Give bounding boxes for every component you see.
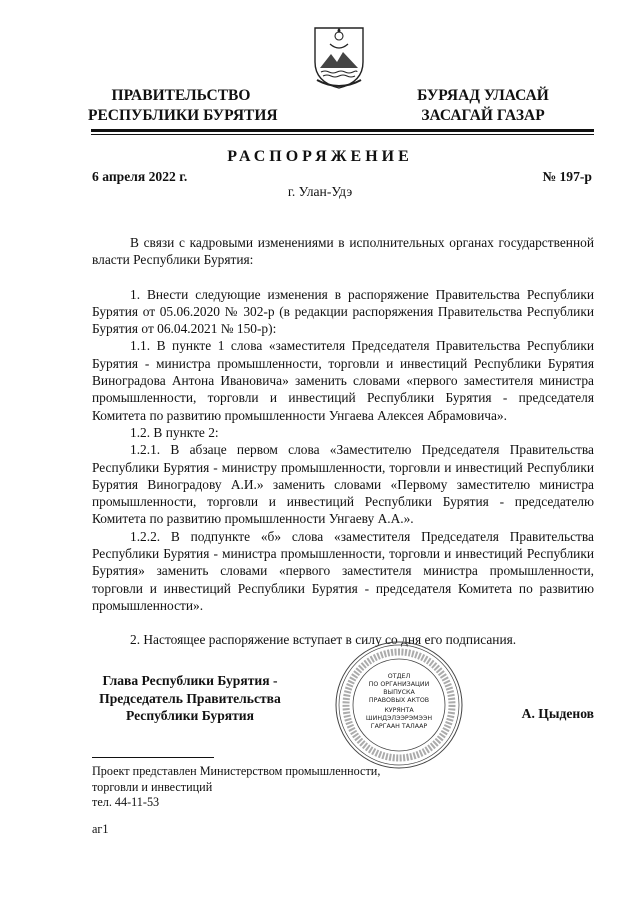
header-divider-thick <box>91 129 594 132</box>
footer-code: аг1 <box>92 822 109 836</box>
header-divider-thin <box>91 134 594 135</box>
signature-title-line3: Республики Бурятия <box>125 708 254 723</box>
header-right-line1: БУРЯАД УЛАСАЙ <box>417 87 549 104</box>
footer-line1: Проект представлен Министерством промышленности, <box>92 764 381 778</box>
paragraph-1: 1. Внести следующие изменения в распоряжение Правительства Республики Бурятия от 05.06.2020 № 302-р (в редакции распоряжения Правительства Республики Бурятия от 06.04.2021 № 150-р): <box>92 286 594 337</box>
document-city: г. Улан-Удэ <box>287 184 353 199</box>
footer-line2: торговли и инвестиций <box>92 779 213 794</box>
paragraph-2: 2. Настоящее распоряжение вступает в силу со дня его подписания. <box>130 632 517 648</box>
header-left-line1: ПРАВИТЕЛЬСТВО <box>111 87 251 104</box>
header-right-line2: ЗАСАГАЙ ГАЗАР <box>421 107 545 124</box>
signature-title-line1: Глава Республики Бурятия - <box>102 673 278 688</box>
official-seal <box>332 638 466 772</box>
seal-line5: КУРЯНТА <box>384 707 414 714</box>
signature-title <box>92 672 288 725</box>
document-number: № 197-р <box>542 169 592 184</box>
paragraph-1-2: 1.2. В пункте 2: <box>130 424 219 440</box>
header-left-line2: РЕСПУБЛИКИ БУРЯТИЯ <box>88 107 278 124</box>
seal-line7: ГАРГААН ТАЛААР <box>370 723 428 730</box>
signature-title-line2: Председатель Правительства <box>99 690 281 706</box>
seal-line6: ШИНДЭЛЭЭРЭМЭЭН <box>365 715 433 722</box>
seal-line1: ОТДЕЛ <box>387 673 411 680</box>
footer-separator <box>92 757 214 758</box>
paragraph-intro: В связи с кадровыми изменениями в исполнительных органах государственной власти Республики Бурятия: <box>92 235 594 268</box>
seal-line2: ПО ОРГАНИЗАЦИИ <box>368 681 430 688</box>
paragraph-1-1: 1.1. В пункте 1 слова «заместителя Председателя Правительства Республики Бурятия - министра промышленности, торговли и инвестиций Республики Бурятия Виноградова Антона Ивановича» заменить словами «первого заместителя министра промышленности, торговли и инвестиций Республики Бурятия - председателя Комитета по развитию промышленности Унгаева Алексея Абрамовича». <box>92 338 594 423</box>
seal-line4: ПРАВОВЫХ АКТОВ <box>368 697 430 704</box>
footer-note <box>92 764 452 811</box>
document-body <box>92 234 594 649</box>
footer-line3: тел. 44-11-53 <box>92 795 160 810</box>
document-date: 6 апреля 2022 г. <box>92 169 188 184</box>
paragraph-1-2-2: 1.2.2. В подпункте «б» слова «заместителя Председателя Правительства Республики Бурятия - министра промышленности, торговли и инвестиций Республики Бурятия» заменить словами «первого заместителя министра промышленности, торговли и инвестиций Республики Бурятия - председателя Комитета по развитию промышленности». <box>92 528 594 613</box>
coat-of-arms-emblem <box>311 22 367 90</box>
document-type-title: РАСПОРЯЖЕНИЕ <box>227 148 413 165</box>
seal-line3: ВЫПУСКА <box>383 689 415 696</box>
paragraph-1-2-1: 1.2.1. В абзаце первом слова «Заместителю Председателя Правительства Республики Бурятия - министру промышленности, торговли и инвестиций Республики Бурятия Виноградову А.И.» заменить словами «Первому заместителю министра промышленности, торговли и инвестиций Республики Бурятия - председателю Комитета по развитию промышленности Унгаеву А.А.». <box>92 442 594 527</box>
signatory-name: А. Цыденов <box>521 706 594 721</box>
